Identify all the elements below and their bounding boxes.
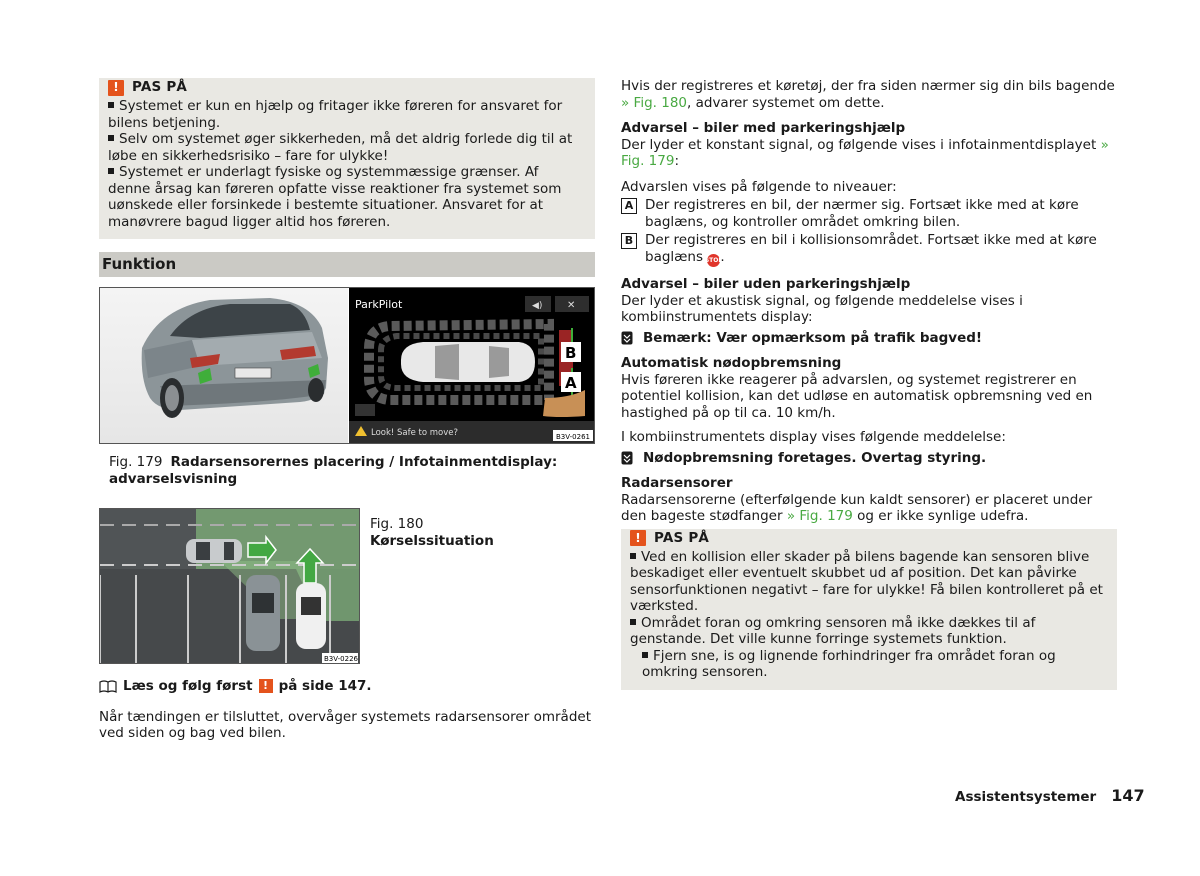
paragraph: Hvis der registreres et køretøj, der fra siden nærmer sig din bils bagende » Fig. 180, advarer systemet om dette. (621, 78, 1115, 111)
warning-box (99, 78, 595, 239)
level-item (621, 232, 1117, 267)
book-icon (99, 680, 117, 693)
instrument-message-icon (621, 451, 633, 465)
page-footer (955, 788, 1145, 806)
warning-box (621, 529, 1117, 690)
figure-link[interactable]: » Fig. 179 (621, 136, 1109, 169)
right-column (621, 78, 1117, 690)
warning-sub-bullet: Fjern sne, is og lignende forhindringer fra området foran og omkring sensoren. (642, 647, 1056, 681)
infotainment-display (349, 288, 595, 443)
warning-icon: ! (630, 530, 646, 546)
warning-icon: ! (259, 679, 273, 693)
paragraph: Der lyder et akustisk signal, og følgende meddelelse vises i kombiinstrumentets display: (621, 292, 1023, 326)
message-row (621, 450, 1117, 467)
warning-header (630, 530, 1106, 547)
warning-bullet: Ved en kollision eller skader på bilens bagende kan sensoren blive beskadiget eller eventuelt skubbet ud af position. Det kan påvirke sensorfunktionen negativt – fare for ulykke! Få bilen kontrolleret på et værksted. (630, 548, 1103, 615)
level-text: Der registreres en bil, der nærmer sig. Fortsæt ikke med at køre baglæns, og kontroller området omkring bilen. (645, 197, 1079, 230)
svg-text:✕: ✕ (566, 300, 575, 311)
warning-bullet: Selv om systemet øger sikkerheden, må det aldrig forlede dig til at løbe en sikkerhedsrisiko – fare for ulykke! (108, 131, 573, 164)
level-key: B (621, 233, 637, 249)
figure-180-caption (360, 508, 494, 664)
subheading: Advarsel – biler uden parkeringshjælp (621, 276, 911, 293)
figure-code: B3V-0226 (324, 655, 358, 663)
message-text: Nødopbremsning foretages. Overtag styring. (643, 449, 987, 466)
footer-section-title: Assistentsystemer (955, 789, 1097, 805)
subheading: Radarsensorer (621, 475, 733, 492)
paragraph: Advarslen vises på følgende to niveauer: (621, 178, 897, 195)
figure-link[interactable]: » Fig. 180 (621, 94, 688, 111)
level-key: A (621, 198, 637, 214)
section-title: Funktion (99, 252, 595, 277)
warning-bullet: Systemet er kun en hjælp og fritager ikke føreren for ansvaret for bilens betjening. (108, 98, 563, 131)
message-row (621, 330, 1117, 347)
read-first-page: på side 147. (278, 678, 372, 694)
figure-caption-text: Kørselssituation (370, 533, 494, 549)
paragraph: Der lyder et konstant signal, og følgende vises i infotainmentdisplayet » Fig. 179: (621, 136, 1109, 169)
read-first-text: Læs og følg først (123, 678, 253, 694)
svg-text:◀): ◀) (531, 301, 542, 311)
figure-180 (99, 508, 360, 664)
message-text: Bemærk: Vær opmærksom på trafik bagved! (643, 329, 983, 346)
level-text: Der registreres en bil i kollisionsområdet. Fortsæt ikke med at køre baglæns STOP. (645, 232, 1117, 267)
warning-bullet: Området foran og omkring sensoren må ikke dækkes til af genstande. Det ville kunne forringe systemets funktion. (630, 614, 1036, 648)
warning-title: PAS PÅ (132, 79, 188, 96)
warning-header (108, 79, 584, 96)
stop-icon: STOP (707, 254, 720, 267)
instrument-message-icon (621, 331, 633, 345)
read-first-notice (99, 678, 595, 695)
left-column (99, 78, 595, 742)
label-b: B (564, 344, 576, 362)
car-rear-image (100, 288, 348, 443)
figure-number: Fig. 180 (370, 516, 424, 532)
figure-number: Fig. 179 (109, 454, 163, 470)
figure-179-caption (99, 444, 595, 488)
label-a: A (564, 374, 577, 392)
intro-paragraph: Når tændingen er tilsluttet, overvåger systemets radarsensorer området ved siden og bag ved bilen. (99, 708, 591, 741)
warning-icon: ! (108, 80, 124, 96)
screen-title: ParkPilot (354, 298, 402, 311)
paragraph: Radarsensorerne (efterfølgende kun kaldt sensorer) er placeret under den bageste stødfanger » Fig. 179 og er ikke synlige udefra. (621, 491, 1093, 525)
level-item (621, 197, 1117, 230)
warning-title: PAS PÅ (654, 530, 710, 546)
screen-bottom-text: Look! Safe to move? (370, 428, 458, 438)
paragraph: I kombiinstrumentets display vises følgende meddelelse: (621, 429, 1006, 446)
page-number: 147 (1111, 786, 1145, 805)
warning-bullet: Systemet er underlagt fysiske og systemmæssige grænser. Af denne årsag kan føreren opfatte visse reaktioner fra systemet som uønskede eller forsinkede i bestemte situationer. Ansvaret for at manøvrere bagud ligger altid hos føreren. (108, 164, 562, 230)
paragraph: Hvis føreren ikke reagerer på advarslen, og systemet registrerer en potentiel kollision, kan det udløse en automatisk opbremsning ved en hastighed på op til ca. 10 km/h. (621, 371, 1093, 421)
figure-180-wrapper (99, 508, 595, 664)
figure-code: B3V-0261 (555, 433, 590, 441)
figure-179 (99, 287, 595, 444)
subheading: Advarsel – biler med parkeringshjælp (621, 120, 906, 136)
subheading: Automatisk nødopbremsning (621, 355, 842, 372)
figure-link[interactable]: » Fig. 179 (786, 508, 853, 525)
figure-caption-text: Radarsensorernes placering / Infotainmentdisplay: advarselsvisning (109, 454, 558, 487)
